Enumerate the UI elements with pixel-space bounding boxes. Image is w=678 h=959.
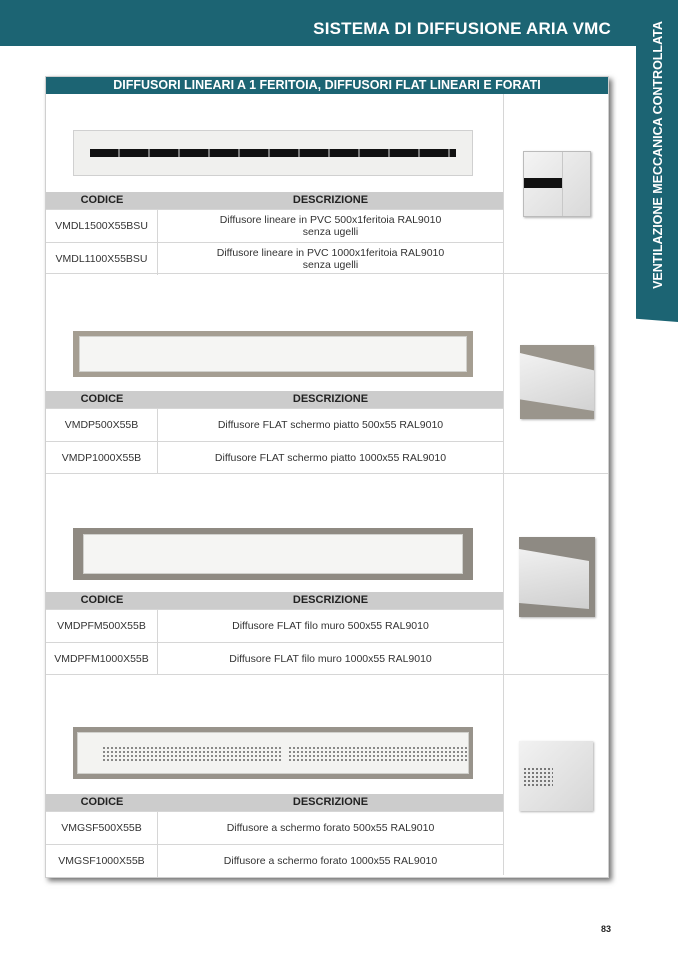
table-row: [46, 441, 503, 474]
product-section-flat-screen: [46, 273, 608, 474]
table-row: [46, 408, 503, 441]
perforated-screen-diffuser-image: [73, 727, 473, 779]
product-code: VMGSF500X55B: [46, 812, 158, 844]
flat-screen-diffuser-photo: [520, 345, 594, 419]
product-section-perforated: [46, 674, 608, 875]
product-code: VMDL1500X55BSU: [46, 210, 158, 242]
product-description: Diffusore lineare in PVC 1000x1feritoia RAL9010 senza ugelli: [216, 247, 445, 271]
product-code: VMDPFM1000X55B: [46, 643, 158, 675]
table-row: [46, 844, 503, 877]
product-code: VMDP500X55B: [46, 409, 158, 441]
product-description: Diffusore a schermo forato 500x55 RAL9010: [226, 822, 435, 834]
product-code: VMDPFM500X55B: [46, 610, 158, 642]
product-description: Diffusore lineare in PVC 500x1feritoia RAL9010 senza ugelli: [219, 214, 442, 238]
page-title: SISTEMA DI DIFFUSIONE ARIA VMC: [313, 19, 611, 38]
linear-slot-diffuser-photo: [523, 151, 591, 217]
side-tab-label: VENTILAZIONE MECCANICA CONTROLLATA: [651, 21, 665, 289]
product-table: [46, 592, 503, 675]
product-section-linear-slot: [46, 94, 608, 294]
product-description: Diffusore FLAT schermo piatto 1000x55 RAL9010: [214, 452, 447, 464]
flat-screen-diffuser-image: [73, 331, 473, 377]
product-code: VMDL1100X55BSU: [46, 243, 158, 275]
product-section-flush-wall: [46, 473, 608, 674]
table-row: [46, 811, 503, 844]
flush-wall-diffuser-image: [73, 528, 473, 580]
product-description: Diffusore FLAT schermo piatto 500x55 RAL9010: [217, 419, 444, 431]
table-header: CODICE DESCRIZIONE: [46, 592, 503, 609]
product-card: [45, 76, 609, 878]
product-table: [46, 192, 503, 275]
table-row: [46, 609, 503, 642]
product-table: [46, 391, 503, 474]
table-row: [46, 242, 503, 275]
product-description: Diffusore FLAT filo muro 1000x55 RAL9010: [229, 653, 432, 665]
product-description: Diffusore a schermo forato 1000x55 RAL9010: [223, 855, 438, 867]
card-title: DIFFUSORI LINEARI A 1 FERITOIA, DIFFUSORI FLAT LINEARI E FORATI: [46, 77, 608, 94]
table-header: CODICE DESCRIZIONE: [46, 192, 503, 209]
table-header: CODICE DESCRIZIONE: [46, 794, 503, 811]
product-code: VMGSF1000X55B: [46, 845, 158, 877]
product-code: VMDP1000X55B: [46, 442, 158, 474]
flush-wall-diffuser-photo: [519, 537, 595, 617]
page-number: 83: [600, 924, 611, 934]
table-row: [46, 642, 503, 675]
product-table: [46, 794, 503, 877]
perforated-screen-diffuser-photo: [519, 741, 593, 811]
product-description: Diffusore FLAT filo muro 500x55 RAL9010: [232, 620, 429, 632]
table-header: CODICE DESCRIZIONE: [46, 391, 503, 408]
table-row: [46, 209, 503, 242]
linear-slot-diffuser-image: [73, 130, 473, 176]
